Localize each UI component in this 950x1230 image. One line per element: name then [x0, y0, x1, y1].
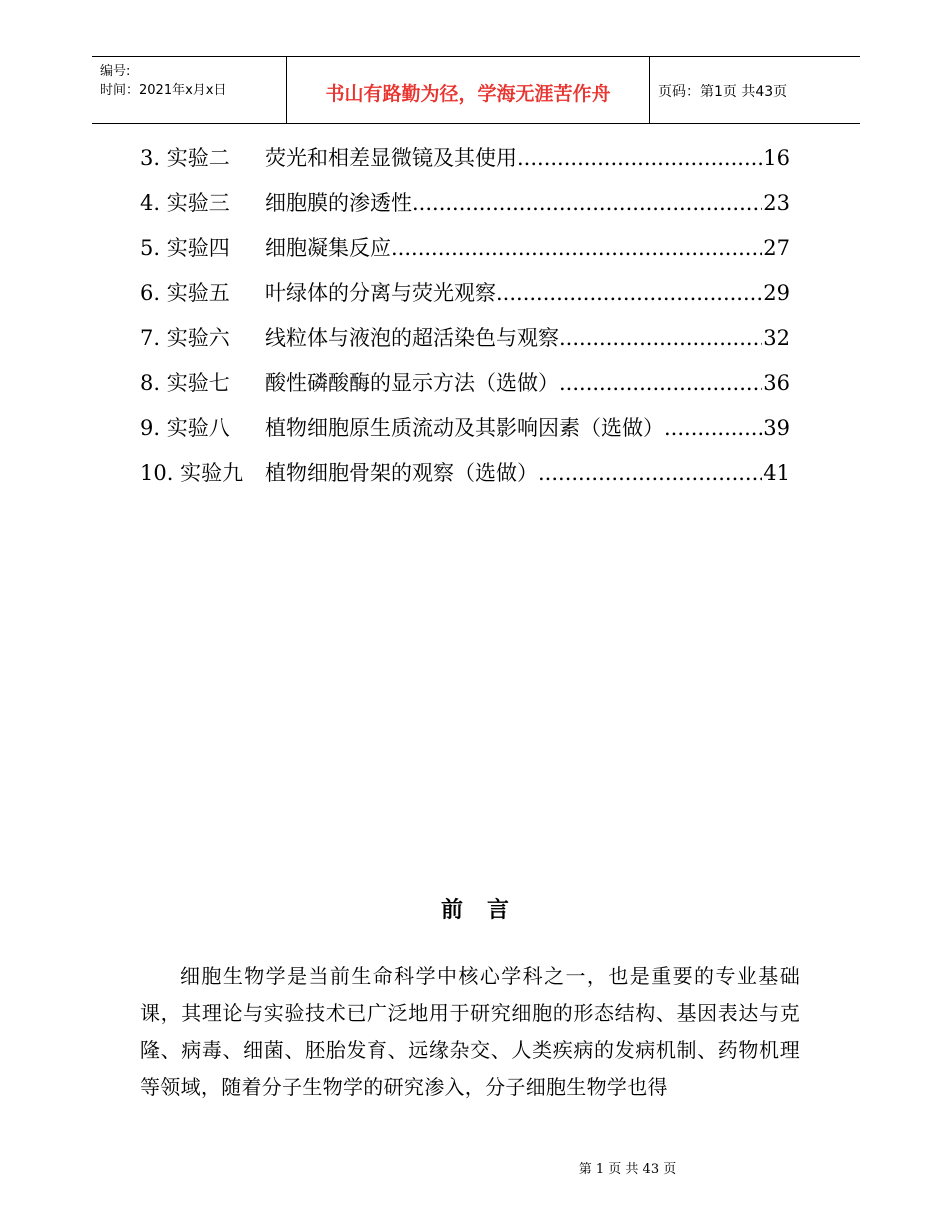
toc-entry[interactable]	[140, 412, 790, 457]
toc-entry-leader	[496, 281, 762, 305]
preface-body: 细胞生物学是当前生命科学中核心学科之一，也是重要的专业基础课，其理论与实验技术已广泛地用于研究细胞的形态结构、基因表达与克隆、病毒、细菌、胚胎发育、远缘杂交、人类疾病的发病机制、药物机理等领域，随着分子生物学的研究渗入，分子细胞生物学也得	[140, 964, 800, 1099]
toc-entry-title: 叶绿体的分离与荧光观察	[265, 281, 496, 305]
toc-entry-leader	[559, 371, 762, 395]
header-meta-cell	[92, 57, 287, 123]
document-time-label: 时间：2021年x月x日	[100, 83, 227, 98]
toc-entry-page: 39	[763, 416, 790, 440]
document-number-label: 编号:	[100, 64, 131, 79]
toc-entry[interactable]	[140, 232, 790, 277]
toc-entry-title: 酸性磷酸酶的显示方法（选做）	[265, 371, 559, 395]
toc-entry-leader	[517, 146, 762, 170]
toc-entry-number: 8. 实验七	[140, 371, 230, 395]
toc-entry-page: 29	[763, 281, 790, 305]
toc-entry-number: 4. 实验三	[140, 191, 230, 215]
toc-entry[interactable]	[140, 322, 790, 367]
header-motto-cell	[287, 57, 650, 123]
toc-entry-number: 6. 实验五	[140, 281, 230, 305]
toc-entry-title: 细胞凝集反应	[265, 236, 391, 260]
toc-entry[interactable]	[140, 367, 790, 412]
toc-entry-page: 16	[763, 146, 790, 170]
toc-entry-page: 23	[763, 191, 790, 215]
toc-entry-page: 27	[763, 236, 790, 260]
toc-entry[interactable]	[140, 457, 790, 502]
toc-entry-number: 10. 实验九	[140, 461, 244, 485]
toc-entry-title: 植物细胞骨架的观察（选做）	[265, 461, 538, 485]
toc-entry-page: 32	[763, 326, 790, 350]
toc-entry[interactable]	[140, 187, 790, 232]
toc-entry-title: 细胞膜的渗透性	[265, 191, 412, 215]
toc-entry-leader	[664, 416, 762, 440]
toc-entry-number: 9. 实验八	[140, 416, 230, 440]
toc-entry-title: 植物细胞原生质流动及其影响因素（选做）	[265, 416, 664, 440]
page-footer: 第 1 页 共 43 页	[578, 1162, 677, 1177]
toc-entry[interactable]	[140, 142, 790, 187]
toc-entry-title: 线粒体与液泡的超活染色与观察	[265, 326, 559, 350]
preface-title: 前言	[440, 897, 533, 923]
toc-entry-leader	[391, 236, 762, 260]
toc-entry-title: 荧光和相差显微镜及其使用	[265, 146, 517, 170]
toc-entry-leader	[412, 191, 762, 215]
toc-entry-page: 41	[763, 461, 790, 485]
toc-entry-number: 5. 实验四	[140, 236, 230, 260]
header-page-info: 页码：第1页 共43页	[658, 84, 788, 100]
page-header	[92, 56, 860, 124]
toc-entry-number: 7. 实验六	[140, 326, 230, 350]
toc-entry[interactable]	[140, 277, 790, 322]
header-motto: 书山有路勤为径，学海无涯苦作舟	[325, 83, 611, 105]
table-of-contents	[140, 142, 790, 502]
toc-entry-page: 36	[763, 371, 790, 395]
toc-entry-number: 3. 实验二	[140, 146, 230, 170]
toc-entry-leader	[538, 461, 762, 485]
header-page-cell	[650, 57, 860, 123]
toc-entry-leader	[559, 326, 762, 350]
